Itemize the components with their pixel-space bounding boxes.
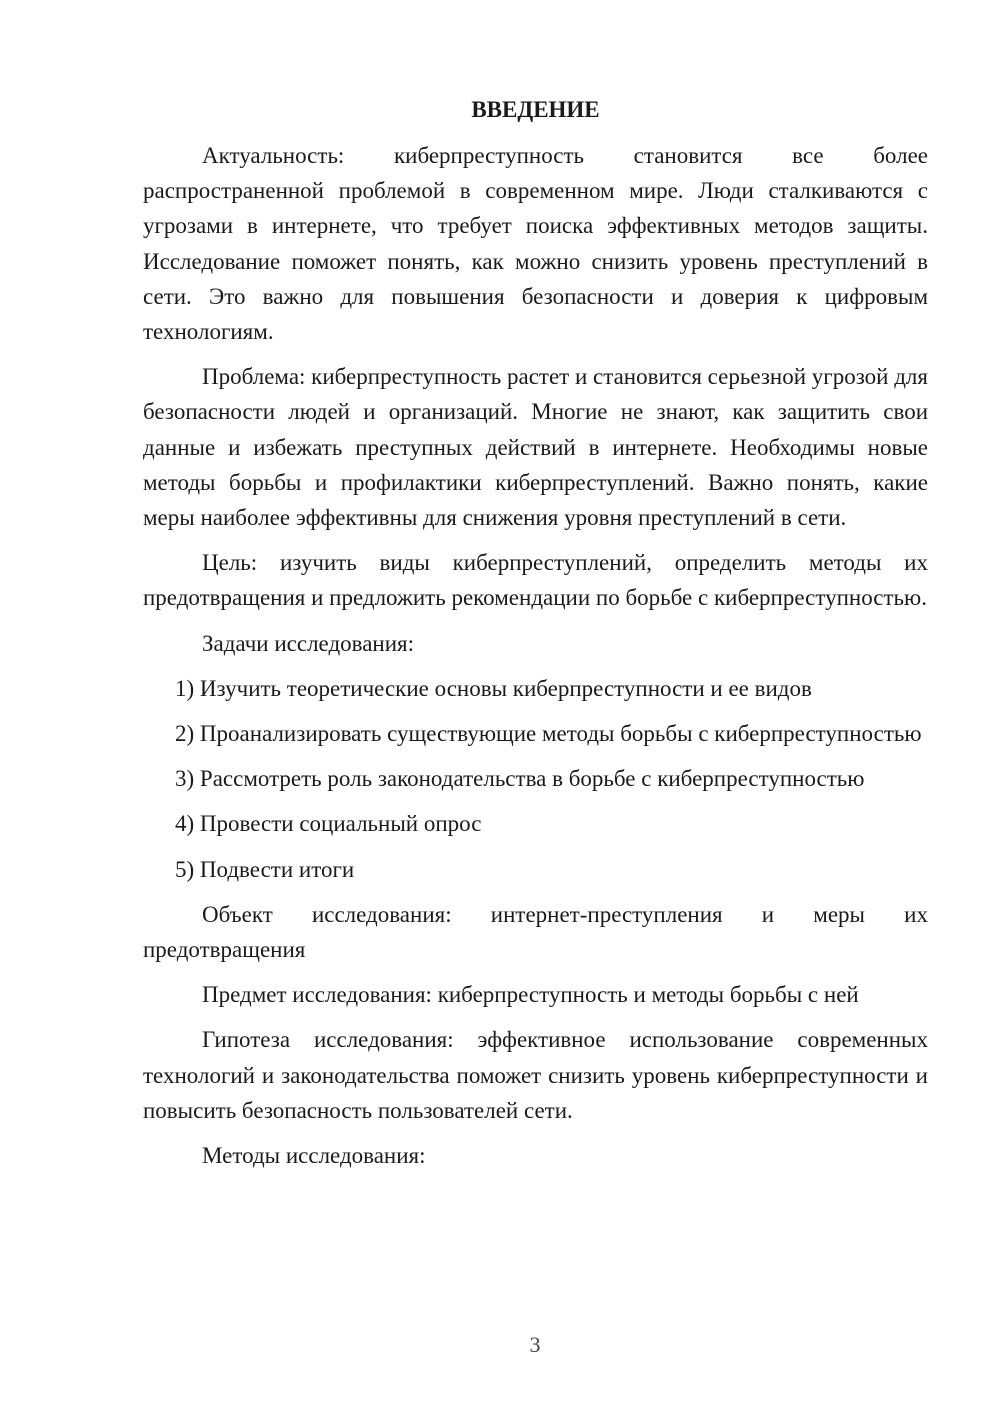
relevance-paragraph: Актуальность: киберпреступность становится все более распространенной проблемой в современном мире. Люди сталкиваются с угрозами в интернете, что требует поиска эффективных методов защиты. Исследование поможет понять, как можно снизить уровень преступлений в сети. Это важно для повышения безопасности и доверия к цифровым технологиям. bbox=[143, 143, 928, 345]
task-item-5: 5) Подвести итоги bbox=[175, 856, 355, 882]
goal-paragraph: Цель: изучить виды киберпреступлений, определить методы их предотвращения и предложить рекомендации по борьбе с киберпреступностью. bbox=[143, 550, 928, 611]
problem-paragraph: Проблема: киберпреступность растет и становится серьезной угрозой для безопасности людей и организаций. Многие не знают, как защитить свои данные и избежать преступных действий в интернете. Необходимы новые методы борьбы и профилактики киберпреступлений. Важно понять, какие меры наиболее эффективны для снижения уровня преступлений в сети. bbox=[143, 364, 928, 531]
methods-heading: Методы исследования: bbox=[202, 1143, 426, 1169]
task-item-2: 2) Проанализировать существующие методы борьбы с киберпреступностью bbox=[175, 721, 922, 747]
tasks-heading: Задачи исследования: bbox=[202, 630, 415, 656]
section-title: ВВЕДЕНИЕ bbox=[471, 97, 600, 122]
subject-paragraph: Предмет исследования: киберпреступность и методы борьбы с ней bbox=[202, 982, 859, 1008]
task-item-1: 1) Изучить теоретические основы киберпреступности и ее видов bbox=[175, 675, 812, 701]
document-body bbox=[143, 92, 928, 1183]
task-item-4: 4) Провести социальный опрос bbox=[175, 811, 482, 837]
object-paragraph: Объект исследования: интернет-преступления и меры их предотвращения bbox=[143, 901, 928, 963]
hypothesis-paragraph: Гипотеза исследования: эффективное использование современных технологий и законодательства поможет снизить уровень киберпреступности и повысить безопасность пользователей сети. bbox=[143, 1027, 928, 1123]
page-number: 3 bbox=[529, 1332, 541, 1357]
task-item-3: 3) Рассмотреть роль законодательства в борьбе с киберпреступностью bbox=[175, 766, 865, 792]
